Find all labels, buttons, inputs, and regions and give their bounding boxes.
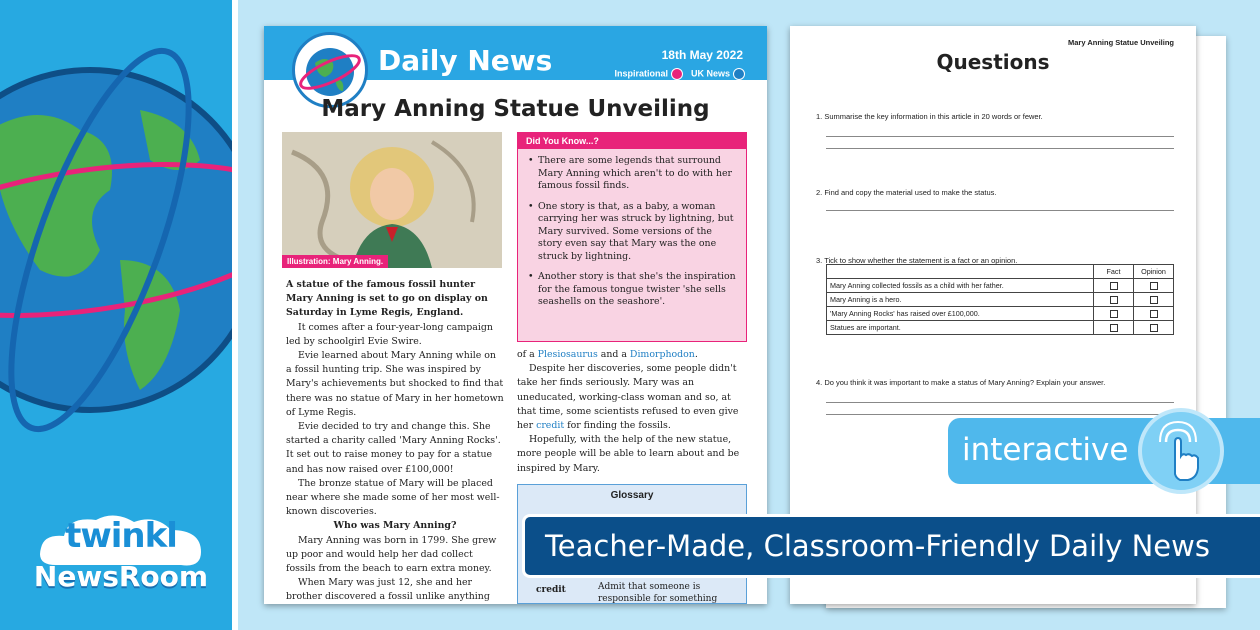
statement-cell: Statues are important.	[827, 321, 1094, 335]
tap-hand-icon	[1138, 408, 1224, 494]
illustration-caption: Illustration: Mary Anning.	[282, 255, 388, 268]
panel-divider	[232, 0, 238, 630]
category-tags	[614, 68, 745, 80]
question-1: 1. Summarise the key information in this article in 20 words or fewer.	[816, 112, 1043, 121]
text-span: for finding the fossils.	[564, 420, 671, 432]
answer-line[interactable]	[826, 136, 1174, 137]
table-row	[827, 279, 1174, 293]
statement-cell: 'Mary Anning Rocks' has raised over £100,000.	[827, 307, 1094, 321]
brand-twinkl: twinkl	[65, 516, 177, 556]
article-column-2	[517, 348, 749, 476]
table-row	[827, 321, 1174, 335]
article-headline: Mary Anning Statue Unveiling	[321, 96, 710, 122]
glossary-definition: Admit that someone is responsible for something	[598, 582, 718, 604]
globe-icon	[733, 68, 745, 80]
opinion-checkbox[interactable]	[1150, 296, 1158, 304]
fact-checkbox[interactable]	[1110, 324, 1118, 332]
fact-checkbox[interactable]	[1110, 296, 1118, 304]
paragraph: Evie learned about Mary Anning while on a fossil hunting trip. She was inspired by Mary's achievements but shocked to find that there was no statue of Mary in her hometown of Lyme Regis.	[286, 350, 504, 418]
answer-line[interactable]	[826, 414, 1174, 415]
paragraph: When Mary was just 12, she and her brother discovered a fossil unlike anything	[286, 577, 490, 603]
answer-line[interactable]	[826, 210, 1174, 211]
opinion-cell	[1134, 293, 1174, 307]
text-span: Despite her discoveries, some people didn't take her finds seriously. Mary was an uneducated, working-class woman and so, at that time, some scientists refused to even give her	[517, 363, 739, 432]
question-3: 3. Tick to show whether the statement is a fact or an opinion.	[816, 256, 1018, 265]
table-row	[827, 293, 1174, 307]
twinkl-newsroom-logo	[26, 510, 216, 592]
paragraph: Hopefully, with the help of the new statue, more people will be able to learn about and be inspired by Mary.	[517, 434, 740, 474]
did-you-know-box	[517, 132, 747, 342]
answer-line[interactable]	[826, 148, 1174, 149]
paragraph: A statue of the famous fossil hunter Mary Anning is set to go on display on Saturday in Lyme Regis, England.	[286, 279, 488, 319]
paragraph: Mary Anning was born in 1799. She grew up poor and would help her dad collect fossils from the beach to earn extra money.	[286, 534, 497, 575]
list-item: • There are some legends that surround Mary Anning which aren't to do with her famous fossil finds.	[528, 155, 738, 193]
fact-cell	[1094, 307, 1134, 321]
text-span: of a	[517, 349, 538, 360]
list-item: • Another story is that she's the inspiration for the famous tongue twister 'she sells seashells on the seashore'.	[528, 271, 738, 309]
running-head: Mary Anning Statue Unveiling	[1068, 38, 1174, 47]
tag-inspirational	[614, 68, 683, 80]
tagline-text: Teacher-Made, Classroom-Friendly Daily News	[545, 529, 1210, 563]
fact-cell	[1094, 293, 1134, 307]
issue-date: 18th May 2022	[661, 48, 743, 62]
table-header: Fact	[1094, 265, 1134, 279]
glossary-heading: Glossary	[610, 490, 654, 501]
opinion-checkbox[interactable]	[1150, 324, 1158, 332]
statement-cell: Mary Anning is a hero.	[827, 293, 1094, 307]
table-row	[827, 307, 1174, 321]
glossary-term: credit	[536, 585, 566, 595]
table-header	[827, 265, 1094, 279]
article-column-1	[286, 278, 504, 604]
text-span: .	[694, 349, 698, 360]
tag-label: Inspirational	[614, 68, 668, 79]
opinion-cell	[1134, 279, 1174, 293]
list-item: • One story is that, as a baby, a woman carrying her was struck by lightning, but Mary survived. Some versions of the story even say that Mary was the one struck by lightning.	[528, 201, 738, 264]
keyword-link[interactable]: credit	[536, 420, 565, 432]
tag-label: UK News	[690, 68, 730, 79]
table-header-row	[827, 265, 1174, 279]
opinion-cell	[1134, 307, 1174, 321]
table-header: Opinion	[1134, 265, 1174, 279]
paragraph: Evie decided to try and change this. She started a charity called 'Mary Anning Rocks'. It set out to raise money to pay for a statue and has now raised over £100,000!	[286, 421, 501, 475]
opinion-checkbox[interactable]	[1150, 310, 1158, 318]
fact-checkbox[interactable]	[1110, 310, 1118, 318]
brand-newsroom: NewsRoom	[33, 560, 209, 593]
fact-cell	[1094, 321, 1134, 335]
fact-opinion-table	[826, 264, 1174, 335]
paragraph	[517, 362, 749, 433]
did-you-know-list	[518, 149, 746, 309]
questions-title: Questions	[936, 50, 1050, 74]
opinion-checkbox[interactable]	[1150, 282, 1158, 290]
text-span: and a	[597, 349, 630, 360]
portrait-image	[282, 132, 502, 268]
interactive-badge	[948, 418, 1260, 484]
statement-cell: Mary Anning collected fossils as a child with her father.	[827, 279, 1094, 293]
brand-panel	[0, 0, 232, 630]
opinion-cell	[1134, 321, 1174, 335]
section-subheading: Who was Mary Anning?	[333, 520, 457, 532]
globe-illustration	[0, 10, 232, 470]
mary-anning-illustration	[282, 132, 502, 268]
answer-line[interactable]	[826, 402, 1174, 403]
question-4: 4. Do you think it was important to make a status of Mary Anning? Explain your answer.	[816, 378, 1106, 387]
did-you-know-heading: Did You Know...?	[518, 133, 746, 149]
question-2: 2. Find and copy the material used to make the status.	[816, 188, 997, 197]
interactive-label: interactive	[962, 432, 1129, 468]
fact-cell	[1094, 279, 1134, 293]
keyword-link[interactable]: Dimorphodon	[629, 349, 695, 360]
fact-checkbox[interactable]	[1110, 282, 1118, 290]
location-pin-icon	[671, 68, 683, 80]
masthead-title: Daily News	[378, 44, 553, 77]
paragraph: The bronze statue of Mary will be placed near where she made some of her most well-known discoveries.	[286, 477, 500, 518]
tag-uk-news	[691, 68, 745, 80]
keyword-link[interactable]: Plesiosaurus	[537, 349, 598, 360]
paragraph	[517, 348, 749, 362]
tagline-banner	[522, 514, 1260, 578]
paragraph: It comes after a four-year-long campaign led by schoolgirl Evie Swire.	[286, 321, 493, 347]
